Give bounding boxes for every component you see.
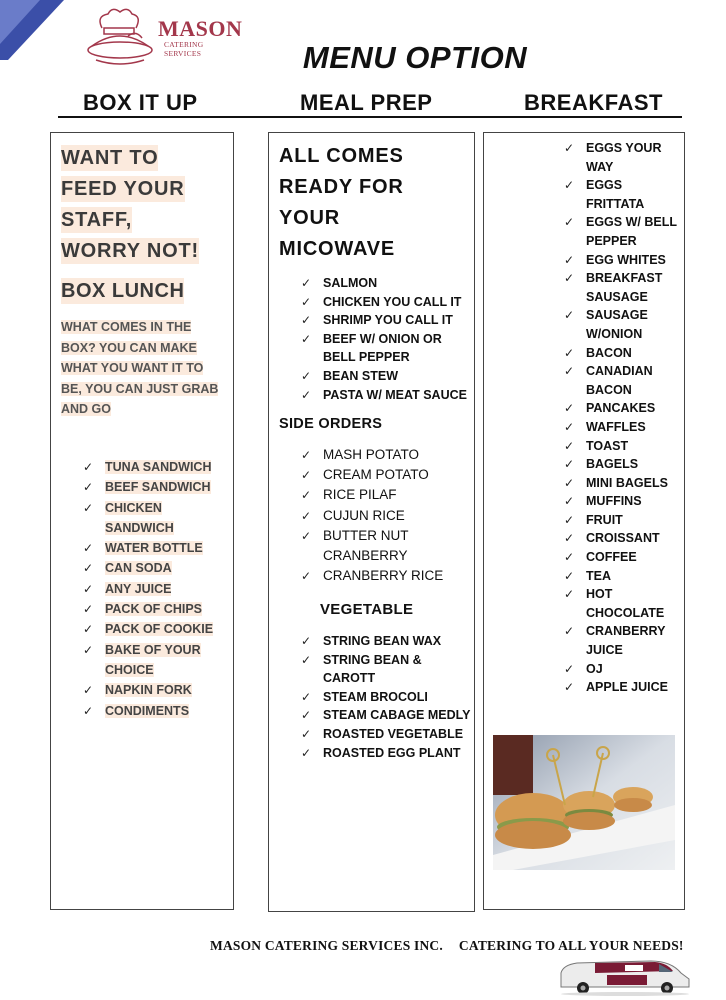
list-item-text: CREAM POTATO <box>323 467 429 483</box>
breakfast-list <box>564 139 682 697</box>
list-item <box>564 437 682 456</box>
list-item <box>301 445 471 465</box>
list-item-text: CROISSANT <box>586 531 660 546</box>
checkmark-icon: ✓ <box>83 703 94 718</box>
list-item <box>301 465 471 485</box>
list-item-text: ANY JUICE <box>105 581 172 596</box>
headline-line: READY FOR <box>279 176 404 198</box>
logo-name: MASON <box>158 16 243 41</box>
checkmark-icon: ✓ <box>564 271 575 286</box>
list-item <box>301 725 471 744</box>
column-heading-meal-prep: MEAL PREP <box>300 90 433 115</box>
checkmark-icon: ✓ <box>301 368 312 383</box>
checkmark-icon: ✓ <box>301 528 312 543</box>
list-item-text: TOAST <box>586 438 629 453</box>
list-item <box>564 678 682 697</box>
sandwich-photo <box>493 735 675 870</box>
list-item <box>301 386 471 405</box>
list-item <box>564 529 682 548</box>
list-item <box>301 330 471 367</box>
checkmark-icon: ✓ <box>301 569 312 584</box>
list-item-text: STRING BEAN & CAROTT <box>323 652 422 686</box>
meal-prep-list <box>301 274 471 404</box>
sandwich-image-icon <box>493 735 675 870</box>
list-item <box>83 558 233 578</box>
checkmark-icon: ✓ <box>83 541 94 556</box>
list-item <box>564 474 682 493</box>
headline-line: ALL COMES <box>279 145 404 167</box>
list-item <box>564 139 682 176</box>
list-item-text: NAPKIN FORK <box>105 683 192 698</box>
list-item-text: PACK OF COOKIE <box>105 622 214 637</box>
list-item <box>564 567 682 586</box>
checkmark-icon: ✓ <box>83 581 94 596</box>
checkmark-icon: ✓ <box>301 294 312 309</box>
list-item <box>564 548 682 567</box>
list-item <box>301 566 471 586</box>
checkmark-icon: ✓ <box>83 561 94 576</box>
list-item-text: MASH POTATO <box>323 447 420 462</box>
checkmark-icon: ✓ <box>564 661 575 676</box>
list-item-text: CUJUN RICE <box>323 507 405 523</box>
logo-subtitle: CATERING SERVICES <box>164 40 204 58</box>
list-item-text: EGG WHITES <box>586 252 666 267</box>
list-item-text: STRING BEAN WAX <box>323 634 442 648</box>
checkmark-icon: ✓ <box>301 708 312 723</box>
list-item <box>564 492 682 511</box>
checkmark-icon: ✓ <box>301 745 312 760</box>
list-item-text: BEAN STEW <box>323 368 398 383</box>
list-item <box>564 511 682 530</box>
list-item-text: PACK OF CHIPS <box>105 602 202 617</box>
list-item <box>564 585 682 622</box>
list-item <box>83 701 233 721</box>
list-item <box>301 688 471 707</box>
headline-line: FEED YOUR <box>61 178 185 200</box>
checkmark-icon: ✓ <box>301 331 312 346</box>
checkmark-icon: ✓ <box>564 438 575 453</box>
list-item <box>301 367 471 386</box>
list-item-text: STEAM BROCOLI <box>323 689 428 704</box>
checkmark-icon: ✓ <box>301 276 312 290</box>
list-item-text: EGGS W/ BELL PEPPER <box>586 215 677 248</box>
list-item <box>83 599 233 619</box>
list-item-text: PASTA W/ MEAT SAUCE <box>323 387 467 402</box>
list-item-text: BAGELS <box>586 457 639 472</box>
headline-line: STAFF, <box>61 209 133 231</box>
list-item-text: BEEF SANDWICH <box>105 480 211 495</box>
list-item-text: EGGS FRITTATA <box>586 178 645 211</box>
footer-tagline: CATERING TO ALL YOUR NEEDS! <box>458 938 684 953</box>
list-item-text: BUTTER NUT CRANBERRY <box>323 527 409 564</box>
list-item-text: CHICKEN SANDWICH <box>105 500 174 535</box>
list-item <box>83 457 233 477</box>
checkmark-icon: ✓ <box>564 475 575 490</box>
description-text: WHAT COMES IN THE BOX? YOU CAN MAKE WHAT YOU WANT IT TO BE, YOU CAN JUST GRAB AND GO <box>61 320 219 416</box>
checkmark-icon: ✓ <box>301 313 312 328</box>
list-item-text: CONDIMENTS <box>105 703 190 718</box>
list-item-text: BAKE OF YOUR CHOICE <box>105 642 201 677</box>
headline-line: MICOWAVE <box>279 238 396 260</box>
checkmark-icon: ✓ <box>83 683 94 698</box>
list-item-text: CHICKEN YOU CALL IT <box>323 294 462 309</box>
list-item <box>564 176 682 213</box>
list-item <box>564 213 682 250</box>
list-item-text: APPLE JUICE <box>586 680 668 695</box>
checkmark-icon: ✓ <box>301 652 312 667</box>
list-item-text: BACON <box>586 345 632 360</box>
list-item <box>564 455 682 474</box>
checkmark-icon: ✓ <box>564 587 575 602</box>
column-heading-box-it-up: BOX IT UP <box>83 90 198 115</box>
checkmark-icon: ✓ <box>564 419 575 434</box>
list-item <box>564 622 682 659</box>
checkmark-icon: ✓ <box>564 401 575 416</box>
list-item <box>564 344 682 363</box>
headline-line: WORRY NOT! <box>61 240 199 262</box>
checkmark-icon: ✓ <box>301 448 312 462</box>
checkmark-icon: ✓ <box>564 512 575 527</box>
list-item-text: ROASTED EGG PLANT <box>323 745 461 760</box>
checkmark-icon: ✓ <box>83 642 94 657</box>
page-title: MENU OPTION <box>302 40 528 75</box>
list-item <box>83 680 233 700</box>
checkmark-icon: ✓ <box>564 308 575 323</box>
list-item <box>301 651 471 688</box>
list-item-text: MINI BAGELS <box>586 475 668 490</box>
box-it-up-panel <box>50 132 234 910</box>
list-item <box>301 506 471 526</box>
list-item-text: RICE PILAF <box>323 487 397 503</box>
checkmark-icon: ✓ <box>83 602 94 617</box>
list-item <box>564 399 682 418</box>
box-lunch-heading <box>61 276 184 307</box>
list-item-text: CRANBERRY RICE <box>323 568 444 584</box>
checkmark-icon: ✓ <box>83 622 94 637</box>
list-item-text: WATER BOTTLE <box>105 541 203 556</box>
list-item-text: MUFFINS <box>586 494 642 509</box>
checkmark-icon: ✓ <box>83 480 94 495</box>
list-item <box>301 706 471 725</box>
list-item <box>564 660 682 679</box>
box-lunch-text: BOX LUNCH <box>61 280 185 302</box>
list-item <box>301 311 471 330</box>
headline-line: WANT TO <box>61 147 159 169</box>
box-lunch-list <box>83 457 233 721</box>
list-item-text: SALMON <box>323 276 378 290</box>
side-orders-heading: SIDE ORDERS <box>279 416 383 432</box>
list-item-text: ROASTED VEGETABLE <box>323 726 464 741</box>
checkmark-icon: ✓ <box>301 726 312 741</box>
list-item-text: EGGS YOUR WAY <box>586 141 662 174</box>
checkmark-icon: ✓ <box>564 215 575 230</box>
list-item-text: CRANBERRY JUICE <box>586 624 666 658</box>
list-item <box>301 632 471 651</box>
box-lunch-description <box>61 317 221 420</box>
list-item <box>83 579 233 599</box>
checkmark-icon: ✓ <box>564 680 575 695</box>
heading-underline <box>58 116 682 118</box>
list-item <box>301 274 471 293</box>
checkmark-icon: ✓ <box>564 457 575 472</box>
checkmark-icon: ✓ <box>564 178 575 193</box>
footer-company: MASON CATERING SERVICES INC. <box>210 938 443 953</box>
list-item <box>83 498 233 539</box>
list-item-text: SAUSAGE W/ONION <box>586 308 648 341</box>
list-item <box>564 418 682 437</box>
checkmark-icon: ✓ <box>564 531 575 546</box>
checkmark-icon: ✓ <box>564 550 575 565</box>
list-item <box>564 251 682 270</box>
list-item-text: COFFEE <box>586 550 637 565</box>
headline-line: YOUR <box>279 207 340 229</box>
checkmark-icon: ✓ <box>83 500 94 515</box>
catering-van-icon <box>555 955 695 997</box>
column-heading-breakfast: BREAKFAST <box>524 90 663 115</box>
meal-prep-panel <box>268 132 475 912</box>
list-item <box>83 640 233 681</box>
checkmark-icon: ✓ <box>564 568 575 583</box>
footer <box>210 938 684 954</box>
list-item <box>83 477 233 497</box>
checkmark-icon: ✓ <box>564 252 575 267</box>
checkmark-icon: ✓ <box>83 460 94 474</box>
box-it-up-headline <box>61 143 231 267</box>
list-item-text: OJ <box>586 661 603 676</box>
checkmark-icon: ✓ <box>564 624 575 639</box>
list-item-text: BREAKFAST SAUSAGE <box>586 271 663 304</box>
checkmark-icon: ✓ <box>301 468 312 483</box>
checkmark-icon: ✓ <box>564 345 575 360</box>
checkmark-icon: ✓ <box>301 488 312 503</box>
checkmark-icon: ✓ <box>301 634 312 648</box>
checkmark-icon: ✓ <box>564 364 575 379</box>
checkmark-icon: ✓ <box>301 689 312 704</box>
list-item-text: CANADIAN BACON <box>586 364 653 397</box>
list-item-text: STEAM CABAGE MEDLY <box>323 708 471 723</box>
list-item <box>564 306 682 343</box>
list-item <box>301 293 471 312</box>
list-item-text: TUNA SANDWICH <box>105 460 212 474</box>
meal-prep-headline <box>279 141 469 265</box>
list-item-text: WAFFLES <box>586 419 646 434</box>
list-item-text: FRUIT <box>586 512 623 527</box>
list-item <box>564 269 682 306</box>
list-item-text: TEA <box>586 568 611 583</box>
list-item <box>564 362 682 399</box>
checkmark-icon: ✓ <box>301 508 312 523</box>
list-item-text: SHRIMP YOU CALL IT <box>323 313 453 328</box>
checkmark-icon: ✓ <box>564 141 575 155</box>
list-item <box>301 526 471 566</box>
list-item <box>83 619 233 639</box>
side-orders-list <box>301 445 471 586</box>
list-item-text: PANCAKES <box>586 401 656 416</box>
list-item <box>83 538 233 558</box>
list-item-text: HOT CHOCOLATE <box>586 587 665 620</box>
vegetable-heading: VEGETABLE <box>320 601 414 618</box>
list-item <box>301 744 471 763</box>
vegetable-list <box>301 632 471 762</box>
checkmark-icon: ✓ <box>301 387 312 402</box>
list-item <box>301 485 471 505</box>
list-item-text: CAN SODA <box>105 561 172 576</box>
list-item-text: BEEF W/ ONION OR BELL PEPPER <box>323 331 442 365</box>
checkmark-icon: ✓ <box>564 494 575 509</box>
